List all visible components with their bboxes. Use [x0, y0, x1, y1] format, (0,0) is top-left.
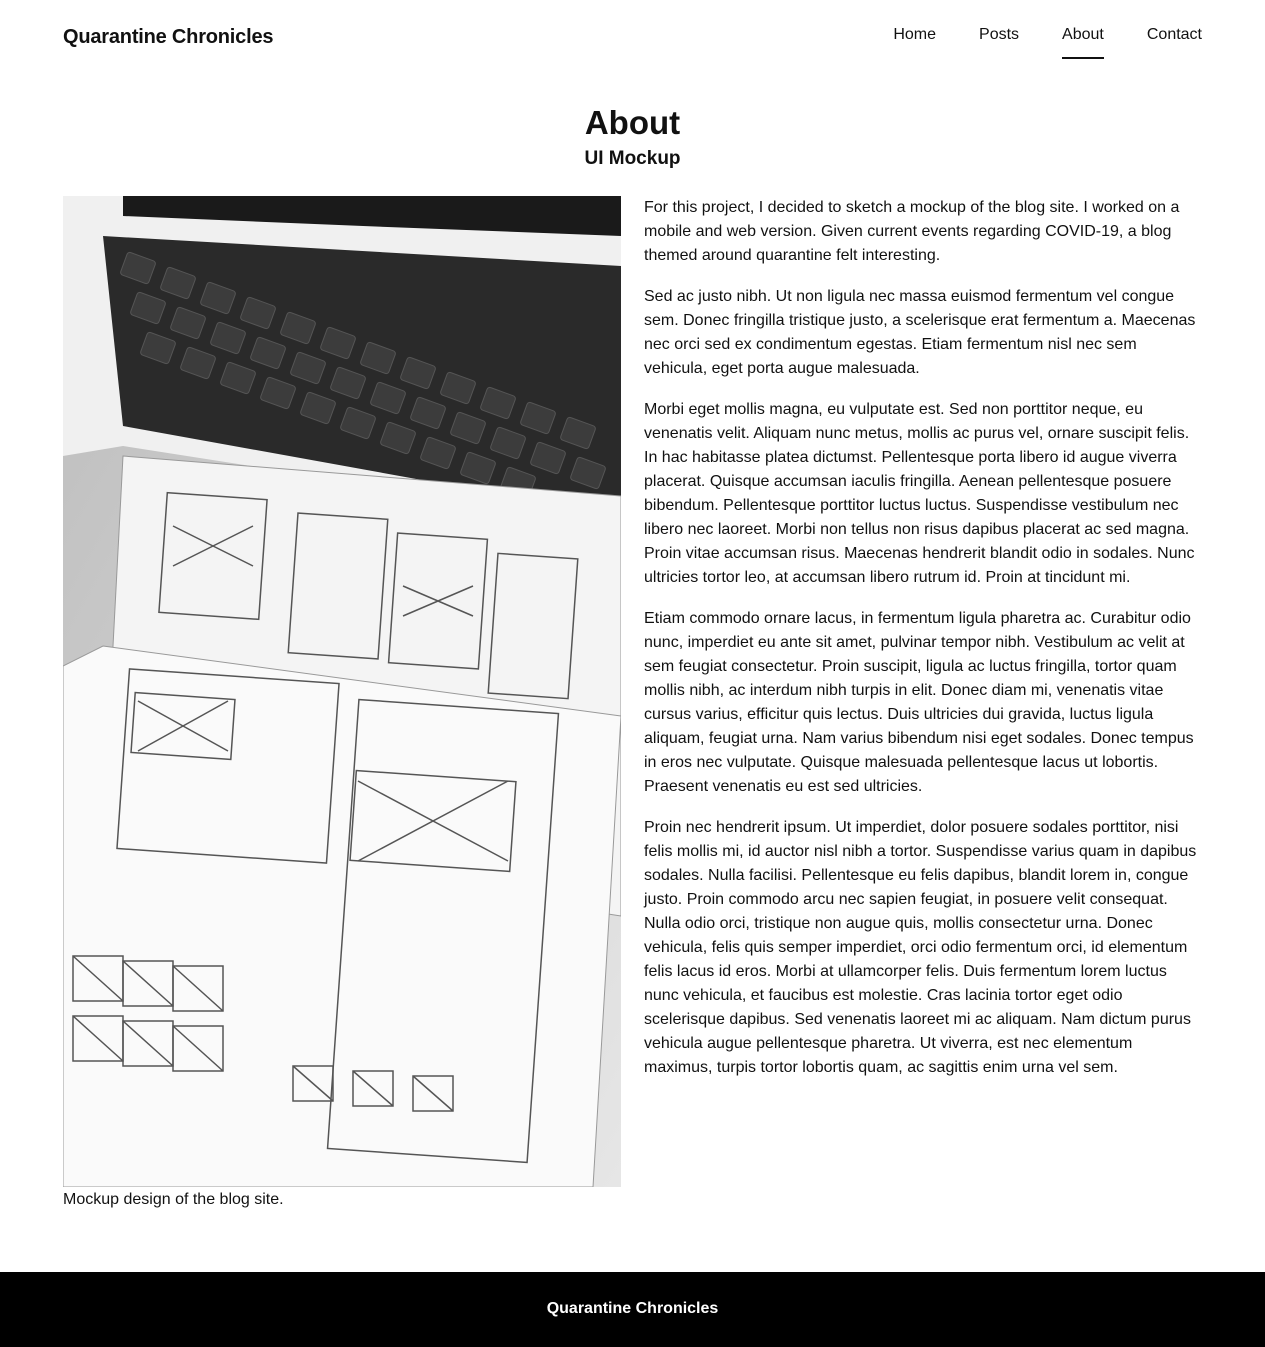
- page-title: About: [584, 104, 681, 141]
- figure-caption: Mockup design of the blog site.: [63, 1191, 284, 1208]
- paragraph: Sed ac justo nibh. Ut non ligula nec massa euismod fermentum vel congue sem. Donec fringilla tristique justo, a scelerisque erat fermentum a. Maecenas nec orci sed ex condimentum egestas. Etiam fermentum nisl nec sem vehicula, eget porta augue malesuada.: [644, 288, 1196, 377]
- page-subtitle: UI Mockup: [584, 148, 681, 169]
- nav-home[interactable]: Home: [893, 26, 937, 43]
- nav-posts[interactable]: Posts: [979, 26, 1020, 43]
- main-nav: [893, 26, 1202, 59]
- footer-brand: Quarantine Chronicles: [546, 1300, 719, 1317]
- site-brand-link[interactable]: Quarantine Chronicles: [63, 26, 274, 48]
- paragraph: Proin nec hendrerit ipsum. Ut imperdiet, dolor posuere sodales porttitor, nisi felis mollis mi, id auctor nisl nibh a tortor. Suspendisse varius quam in dapibus sodales. Nulla facilisi. Pellentesque eu felis dapibus, blandit lorem in, congue justo. Proin commodo arcu nec sapien feugiat, in posuere velit consequat. Nulla odio orci, tristique non augue quis, mollis consectetur urna. Donec vehicula, felis quis semper imperdiet, orci odio fermentum orci, id elementum felis lacus id eros. Morbi at ullamcorper felis. Duis fermentum lorem luctus nunc vehicula, et faucibus est molestie. Cras lacinia tortor eget odio scelerisque dapibus. Sed venenatis laoreet mi ac aliquam. Nam dictum purus vehicula augue pellentesque pharetra. Ut viverra, est nec elementum maximus, turpis tortor lobortis quam, ac sagittis enim urna vel sem.: [644, 819, 1197, 1076]
- site-header: [0, 0, 1265, 80]
- about-text: [644, 196, 1204, 1097]
- site-footer: [0, 1272, 1265, 1347]
- mockup-photo: [63, 196, 621, 1187]
- paragraph: Etiam commodo ornare lacus, in fermentum ligula pharetra ac. Curabitur odio nunc, imperdiet eu ante sit amet, pulvinar tempor nibh. Vestibulum ac velit at sem feugiat consectetur. Proin suscipit, ligula ac luctus fringilla, tortor quam mollis nibh, ac interdum nibh turpis in elit. Donec diam mi, venenatis vitae cursus varius, efficitur quis lectus. Duis ultricies dui gravida, luctus ligula aliquam, feugiat urna. Nam varius bibendum nisi eget sodales. Donec tempus in eros nec vulputate. Quisque malesuada pellentesque lacus ut lobortis. Praesent venenatis eu est sed ultricies.: [644, 610, 1194, 795]
- nav-contact[interactable]: Contact: [1146, 26, 1202, 43]
- mockup-figure: [63, 196, 621, 1210]
- nav-about[interactable]: About: [1062, 26, 1104, 59]
- paragraph: Morbi eget mollis magna, eu vulputate est. Sed non porttitor neque, eu venenatis velit. Aliquam nunc metus, mollis ac purus vel, ornare suscipit felis. In hac habitasse platea dictumst. Pellentesque porta libero id augue viverra placerat. Quisque accumsan iaculis fringilla. Aenean pellentesque posuere bibendum. Pellentesque porttitor luctus luctus. Suspendisse vestibulum nec libero nec laoreet. Morbi non tellus non risus dapibus placerat ac sed magna. Proin vitae accumsan risus. Maecenas hendrerit blandit odio in sodales. Nunc ultricies tortor leo, at accumsan libero rutrum id. Proin at tincidunt mi.: [644, 401, 1195, 586]
- paragraph: For this project, I decided to sketch a mockup of the blog site. I worked on a mobile and web version. Given current events regarding COVID-19, a blog themed around quarantine felt interesting.: [644, 199, 1180, 264]
- sketch-paper-bottom: [63, 646, 621, 1187]
